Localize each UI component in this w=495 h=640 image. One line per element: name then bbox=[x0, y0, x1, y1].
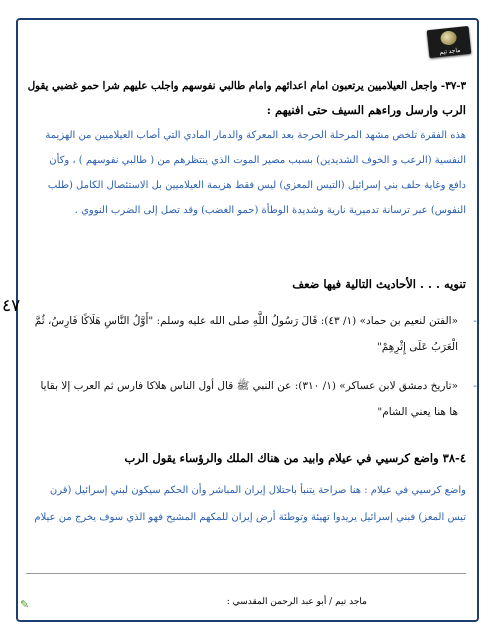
weak-hadith-notice: تنويه . . . الأحاديث التالية فيها ضعف bbox=[292, 277, 466, 291]
verse-37-line-2: الرب وارسل وراءهم السيف حتى افنيهم : bbox=[266, 103, 466, 117]
commentary-1-line-1: هذه الفقرة تلخص مشهد المرحلة الحرجة بعد المعركة والدمار المادي التي أصاب العيلاميين من الهزيمة bbox=[45, 130, 466, 141]
verse-38-line-1: ٤-٣٨ واضع كرسيي في عيلام وابيد من هناك الملك والرؤساء يقول الرب bbox=[124, 451, 466, 465]
footer-divider bbox=[26, 573, 466, 574]
footer-author: ماجد تيم / أبو عبد الرحمن المقدسي : bbox=[226, 597, 367, 607]
commentary-1-line-4: النفوس) عبر ترسانة تدميرية نارية وشديدة الوطأة (حمو الغضب) وقد تصل إلى الضرب النووي . bbox=[74, 205, 466, 216]
pen-icon: ✎ bbox=[20, 598, 30, 611]
commentary-2-line-1: واضع كرسيي في عيلام : هنا صراحة يتنبأ باحتلال إيران المباشر وأن الحكم سيكون لبني إسرائيل (قرن bbox=[49, 485, 466, 496]
verse-37-line-1: ٣-٣٧- واجعل العيلاميين يرتعبون امام اعدائهم وامام طالبي نفوسهم واجلب عليهم شرا حمو غضبي يقول bbox=[27, 80, 466, 92]
logo bbox=[427, 26, 472, 58]
hadith-2-line-1: «تاريخ دمشق لابن عساكر» (١/ ٣١٠): عن النبي ﷺ قال أول الناس هلاكا فارس ثم العرب إلا بقايا bbox=[40, 380, 458, 392]
logo-disc-icon bbox=[440, 30, 457, 46]
commentary-1-line-3: دافع وغاية حلف بني إسرائيل (التيس المعزي) ليس فقط هزيمة العيلاميين بل الاستئصال الكامل (طلب bbox=[47, 180, 466, 191]
hadith-1-line-1: «الفتن لنعيم بن حماد» (١/ ٤٣): قَالَ رَسُولُ اللَّهِ صلى الله عليه وسلم: "أَوَّلُ النَّاسِ هَلَاكًا فَارِسُ، ثُمَّ bbox=[34, 315, 458, 327]
page-number: ٤٧ bbox=[2, 296, 21, 316]
logo-label: ماجد تيم bbox=[439, 47, 461, 57]
commentary-1-line-2: النفسية (الرعب و الخوف الشديدين) بسبب مصير الموت الذي ينتظرهم من ( طالبي نفوسهم ) ، وكأن bbox=[49, 155, 466, 166]
bullet-2: - bbox=[473, 381, 477, 392]
hadith-2-line-2: ها هنا يعني الشام" bbox=[377, 406, 458, 418]
hadith-1-line-2: الْعَرَبُ عَلَى إِثْرِهِمْ" bbox=[376, 341, 458, 353]
commentary-2-line-2: تيس المعز) فبني إسرائيل يريدوا تهيئة وتوطئة أرض إيران للمكهم المشيح فهو الذي سوف يخرج من عيلام bbox=[34, 512, 466, 523]
bullet-1: - bbox=[473, 316, 477, 327]
